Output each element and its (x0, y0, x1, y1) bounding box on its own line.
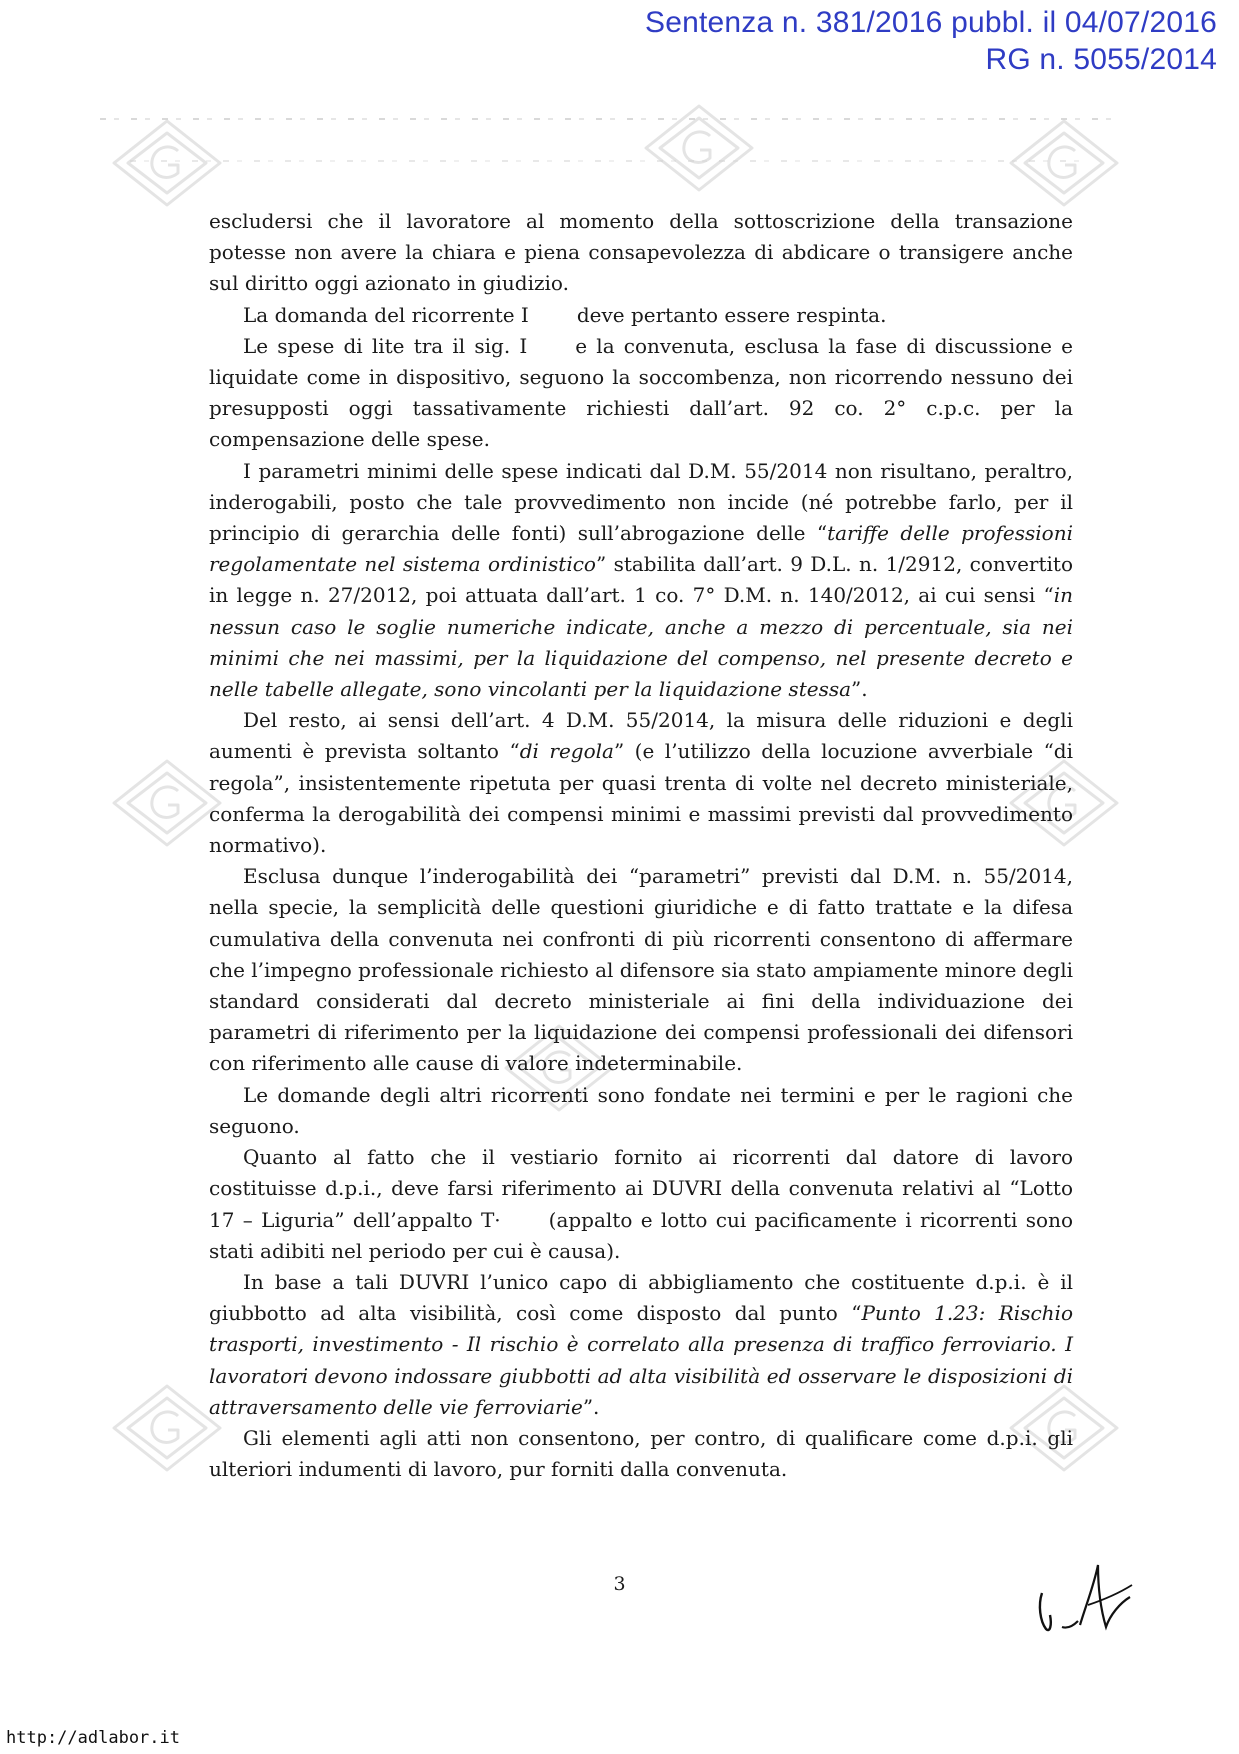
adlabor-logo-icon (108, 115, 226, 211)
paragraph-p3 (209, 331, 1073, 456)
paragraph-p6 (209, 861, 1073, 1079)
judgment-body (209, 206, 1073, 1485)
paragraph-p9 (209, 1267, 1073, 1423)
paragraph-text: Le domande degli altri ricorrenti sono fondate nei termini e per le ragioni che seguono. (209, 1082, 1073, 1138)
sentence-reference: Sentenza n. 381/2016 pubbl. il 04/07/2016 (644, 6, 1217, 39)
paragraph-text: ” stabilita dall’art. 9 D.L. n. 1/2912, convertito in legge n. 27/2012, poi attuata dall’art. 1 co. 7° D.M. n. 140/2012, ai cui sensi “ (209, 552, 1073, 608)
adlabor-logo-icon (1005, 115, 1123, 211)
page-number: 3 (613, 1573, 626, 1595)
paragraph-p1 (209, 206, 1073, 300)
document-header (645, 4, 1217, 78)
paragraph-text: Esclusa dunque l’inderogabilità dei “parametri” previsti dal D.M. n. 55/2014, nella specie, la semplicità delle questioni giuridiche e di fatto trattate e la difesa cumulativa della convenuta nei confronti di più ricorrenti consentono di affermare che l’impegno professionale richiesto al difensore sia stato ampiamente minore degli standard considerati dal decreto ministeriale ai fini della individuazione dei parametri di riferimento per la liquidazione dei compensi professionali dei difensori con riferimento alle cause di valore indeterminabile. (209, 864, 1073, 1076)
paragraph-p2 (209, 300, 1073, 331)
quoted-italic-text: tariffe delle professioni regolamentate nel sistema ordinistico (209, 521, 1073, 577)
paragraph-text: ”. (582, 1394, 600, 1419)
source-url: http://adlabor.it (6, 1728, 180, 1748)
paragraph-text: I parametri minimi delle spese indicati dal D.M. 55/2014 non risultano, peraltro, inderogabili, posto che tale provvedimento non incide (né potrebbe farlo, per il principio di gerarchia delle fonti) sull’abrogazione delle “ (209, 458, 1073, 546)
paragraph-text: Quanto al fatto che il vestiario fornito ai ricorrenti dal datore di lavoro costituisse d.p.i., deve farsi riferimento ai DUVRI della convenuta relativi al “Lotto 17 – Liguria” dell’appalto T· (209, 1145, 1073, 1232)
scan-noise (100, 118, 1120, 120)
paragraph-text: Gli elementi agli atti non consentono, per contro, di qualificare come d.p.i. gli ulteriori indumenti di lavoro, pur forniti dalla convenuta. (209, 1425, 1073, 1482)
quoted-italic-text: in nessun caso le soglie numeriche indicate, anche a mezzo di percentuale, sia nei minimi che nei massimi, per la liquidazione del compenso, nel presente decreto e nelle tabelle allegate, sono vincolanti per la liquidazione stessa (209, 583, 1073, 702)
scan-noise (130, 160, 1090, 162)
paragraph-p10 (209, 1423, 1073, 1485)
paragraph-text: In base a tali DUVRI l’unico capo di abbigliamento che costituente d.p.i. è il giubbotto ad alta visibilità, così come disposto dal punto “ (209, 1269, 1073, 1326)
paragraph-text: (appalto e lotto cui pacificamente i ricorrenti sono stati adibiti nel periodo per cui è causa). (209, 1207, 1073, 1263)
paragraph-p7 (209, 1080, 1073, 1142)
case-number: RG n. 5055/2014 (985, 43, 1217, 76)
paragraph-text: Le spese di lite tra il sig. I (243, 333, 528, 358)
quoted-italic-text: di regola (519, 739, 614, 764)
paragraph-text: ”. (851, 677, 868, 702)
paragraph-p5 (209, 705, 1073, 861)
paragraph-text: ” (e l’utilizzo della locuzione avverbiale “di regola”, insistentemente ripetuta per quasi trenta di volte nel decreto ministeriale, conferma la derogabilità dei compensi minimi e massimi previsti dal provvedimento normativo). (209, 739, 1074, 858)
paragraph-p8 (209, 1142, 1073, 1267)
paragraph-text: e la convenuta, esclusa la fase di discussione e liquidate come in dispositivo, seguono la soccombenza, non ricorrendo nessuno dei presupposti oggi tassativamente richiesti dall’art. 92 co. 2° c.p.c. per la compensazione delle spese. (209, 333, 1073, 452)
paragraph-text: escludersi che il lavoratore al momento della sottoscrizione della transazione potesse non avere la chiara e piena consapevolezza di abdicare o transigere anche sul diritto oggi azionato in giudizio. (209, 209, 1073, 296)
paragraph-text: Del resto, ai sensi dell’art. 4 D.M. 55/2014, la misura delle riduzioni e degli aumenti è prevista soltanto “ (209, 708, 1073, 764)
adlabor-logo-icon (640, 100, 758, 196)
paragraph-text: La domanda del ricorrente I (243, 302, 529, 327)
paragraph-text: deve pertanto essere respinta. (576, 302, 887, 327)
handwritten-signature (1028, 1545, 1148, 1635)
quoted-italic-text: Punto 1.23: Rischio trasporti, investimento - Il rischio è correlato alla presenza di traffico ferroviario. I lavoratori devono indossare giubbotti ad alta visibilità ed osservare le disposizioni di attraversamento delle vie ferroviarie (209, 1301, 1073, 1419)
paragraph-p4 (209, 456, 1073, 706)
